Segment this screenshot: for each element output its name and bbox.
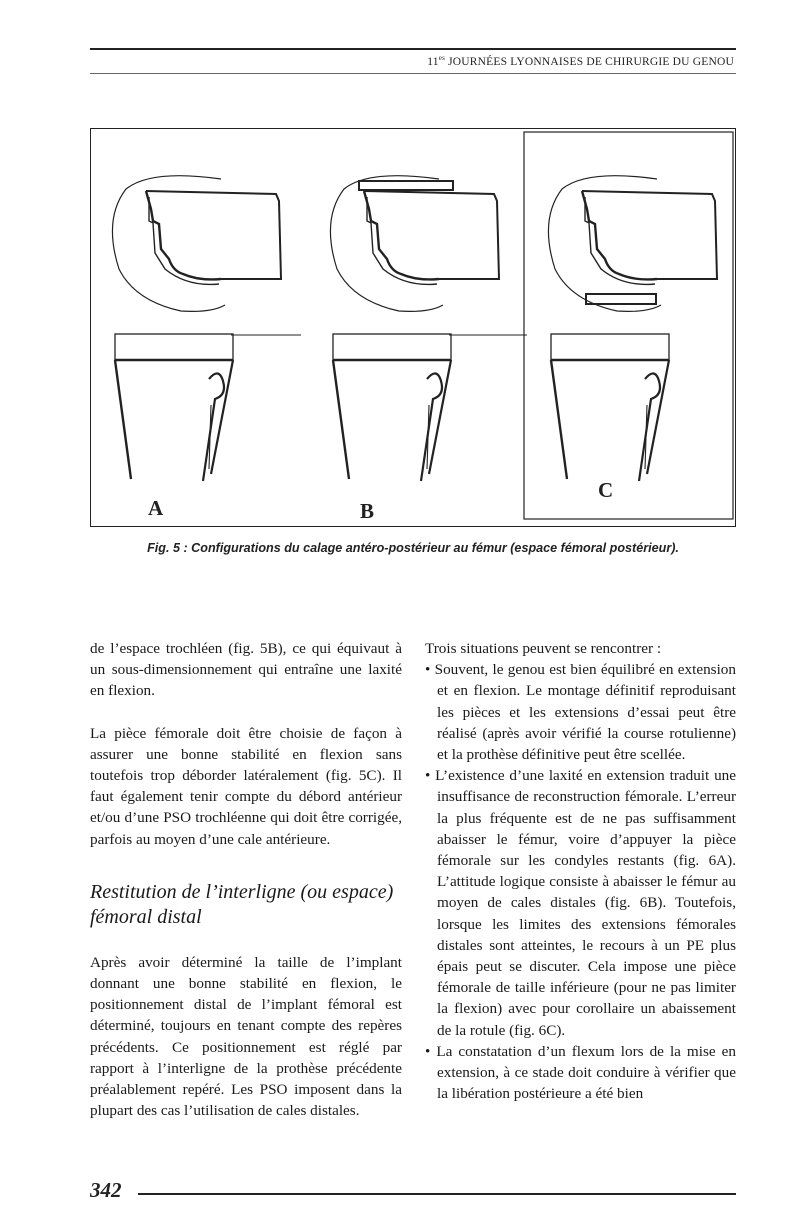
panel-a-diagram [112,176,301,481]
panel-b-diagram [330,176,527,481]
figure-caption: Fig. 5 : Configurations du calage antéro-postérieur au fémur (espace fémoral postérieur). [147,541,679,555]
left-paragraph-2: La pièce fémorale doit être choisie de façon à assurer une bonne stabilité en flexion sans toutefois trop déborder latéralement (fig. 5C). Il faut également tenir compte du débord antérieur et/ou d’une PSO trochléenne qui doit être corrigée, parfois au moyen d’une cale antérieure. [90,724,402,848]
left-paragraph-3: Après avoir déterminé la taille de l’implant donnant une bonne stabilité en flexion, le positionnement distal de l’implant fémoral est déterminé, toujours en tenant compte des repères précédents. Ce positionnement est réglé par rapport à l’interligne de la prothèse précédente préalablement repéré. Les PSO imposent dans la plupart des cas l’utilisation de cales distales. [90,953,402,1120]
figure-5 [90,128,736,527]
bullet-item-1: • Souvent, le genou est bien équilibré en extension et en flexion. Le montage définitif reproduisant les pièces et les extensions d’essai peut être réalisé (après avoir vérifié la course rotulienne) et la prothèse définitive peut être scellée. [425,661,736,764]
header-ordinal: 11 [427,55,439,68]
knee-diagrams [91,129,737,528]
header-bottom-rule [90,73,736,74]
right-column [425,638,736,1104]
running-header [427,54,734,68]
panel-label-b: B [360,499,375,523]
left-column [90,638,402,1121]
header-title: JOURNÉES LYONNAISES DE CHIRURGIE DU GENOU [445,55,734,68]
header-ordinal-suffix: es [438,54,445,62]
section-heading: Restitution de l’interligne (ou espace) fémoral distal [90,880,394,928]
panel-label-a: A [148,496,164,520]
page-number: 342 [90,1178,122,1202]
panel-c-diagram [524,132,733,519]
footer-rule [138,1193,736,1195]
header-top-rule [90,48,736,50]
right-intro: Trois situations peuvent se rencontrer : [425,640,662,657]
bullet-item-3: • La constatation d’un flexum lors de la mise en extension, à ce stade doit conduire à vérifier que la libération postérieure a été bien [425,1042,736,1103]
panel-label-c: C [598,478,614,502]
bullet-item-2: • L’existence d’une laxité en extension traduit une insuffisance de reconstruction fémorale. L’erreur la plus fréquente est de ne pas suffisamment abaisser le fémur, voire d’appuyer la pièce fémorale sur les condyles restants (fig. 6A). L’attitude logique consiste à abaisser le fémur au moyen de cales distales (fig. 6B). Toutefois, lorsque les limites des extensions fémorales distales sont atteintes, le recours à un PE plus épais peut se discuter. Cela impose une pièce fémorale de taille inférieure (pour ne pas limiter la flexion) avec pour corollaire un abaissement de la rotule (fig. 6C). [425,767,736,1039]
left-paragraph-1: de l’espace trochléen (fig. 5B), ce qui équivaut à un sous-dimensionnement qui entraîne une laxité en flexion. [90,640,402,700]
